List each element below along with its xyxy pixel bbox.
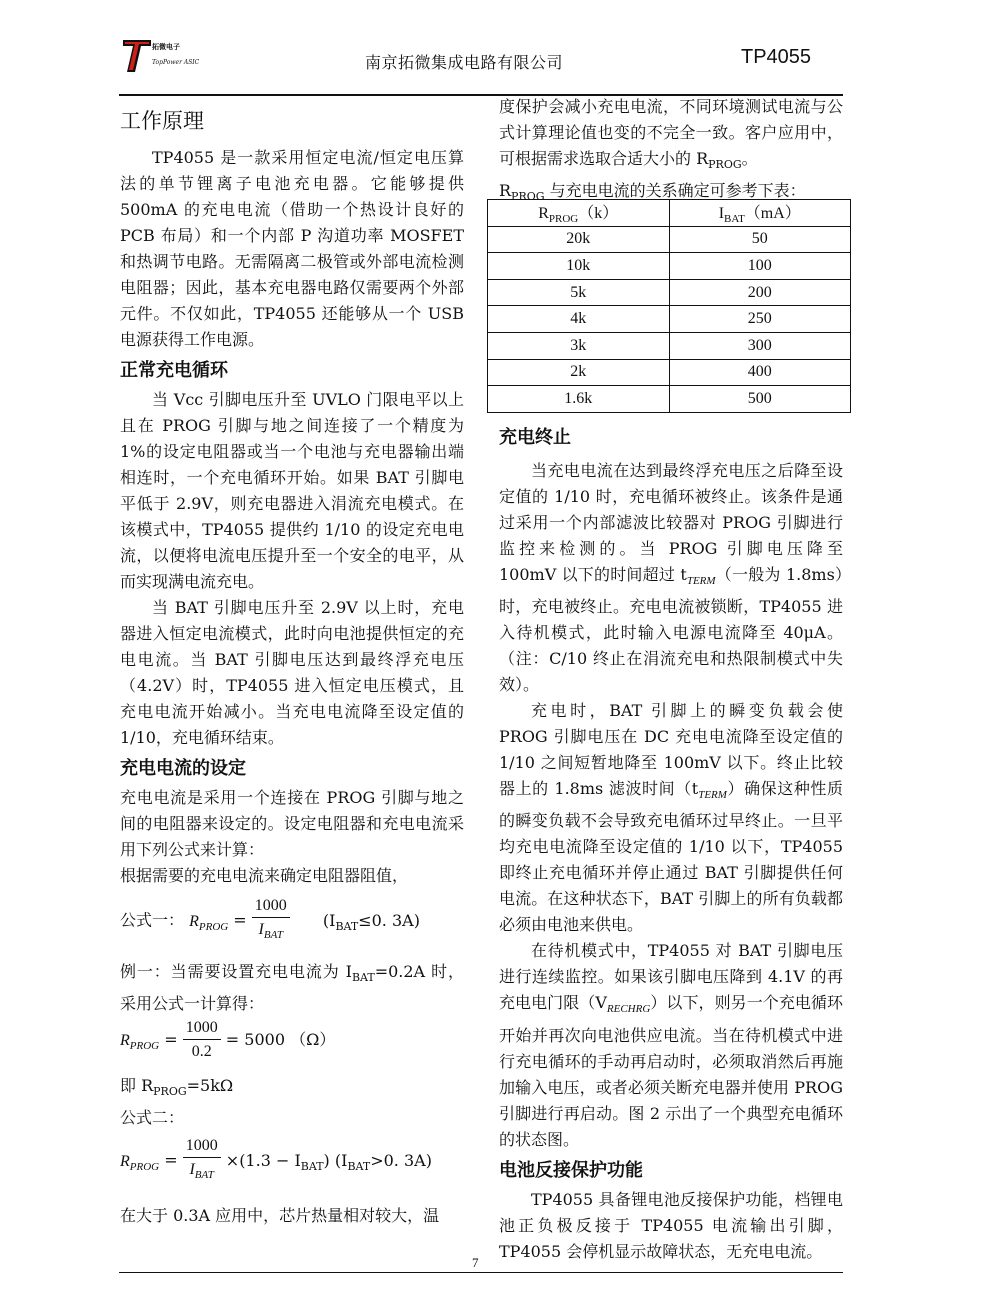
formula-one-lhs: $R_{PROG}$ <box>189 912 229 933</box>
formula-two-fraction: $\frac{1000}{I_{BAT}}$ <box>183 1135 221 1187</box>
table-header-rprog: $R_{PROG}(k)$ <box>488 200 670 227</box>
table-cell: 3k <box>488 332 670 359</box>
intro-paragraph: TP4055 是一款采用恒定电流/恒定电压算法的单节锂离子电池充电器。它能够提供 500mA 的充电电流（借助一个热设计良好的 PCB 布局）和一个内部 P 沟道功率 MOSFET 和热调节电路。无需隔离二极管或外部电流检测电阻器；因此，基本充电器电路仅需要两个外部元件。不仅如此，TP4055 还能够从一个 USB 电源获得工作电源。 <box>120 148 464 349</box>
table-row <box>488 359 851 386</box>
section-title: 工作原理 <box>120 109 204 133</box>
right-column <box>499 94 843 210</box>
table-row <box>488 253 851 280</box>
part-number: TP4055 <box>741 46 812 68</box>
resistor-note: 根据需要的充电电流来确定电阻器阻值， <box>120 866 409 885</box>
table-cell: 500 <box>669 386 851 413</box>
table-row <box>488 306 851 333</box>
table-intro: $R_{PROG}$ 与充电电流的关系确定可参考下表： <box>499 181 806 204</box>
table-cell: 10k <box>488 253 670 280</box>
continued-paragraph: 度保护会减小充电电流，不同环境测试电流与公式计算理论值也变的不完全一致。客户应用中，可根据需求选取合适大小的 $R_{PROG}$。 <box>499 97 843 172</box>
table-cell: 200 <box>669 279 851 306</box>
high-current-note: 在大于 0.3A 应用中，芯片热量相对较大，温 <box>120 1206 440 1226</box>
formula-one-label: 公式一： <box>120 910 185 930</box>
heading-normal-cycle: 正常充电循环 <box>120 360 228 381</box>
table-cell: 50 <box>669 226 851 253</box>
table-row <box>488 332 851 359</box>
heading-current-setting: 充电电流的设定 <box>120 758 246 779</box>
page-number: 7 <box>472 1255 479 1270</box>
formula-one: 公式一： $R_{PROG}$ = $\frac{1000}{I_{BAT}}$ ($I_{BAT}\le 0$. 3A) <box>120 895 464 955</box>
svg-text:拓微电子: 拓微电子 <box>152 43 180 51</box>
example-one: 例一：当需要设置充电电流为 $I_{BAT}=0.2A$ 时，采用公式一计算得： <box>120 962 464 1014</box>
table-cell: 1.6k <box>488 386 670 413</box>
heading-reverse-protection: 电池反接保护功能 <box>499 1159 643 1181</box>
standby-paragraph: 在待机模式中，TP4055 对 BAT 引脚电压进行连续监控。如果该引脚电压降到 4.1V 的再充电电门限$(V_{RECHRG})$以下，则另一个充电循环开始并再次向电池供应电流。当在待机模式中进行充电循环的手动再启动时，必须取消然后再施加输入电压，或者必须关断充电器并使用 PROG 引脚进行再启动。图 2 示出了一个典型充电循环的状态图。 <box>499 941 843 1149</box>
table-cell: 100 <box>669 253 851 280</box>
table-cell: 5k <box>488 279 670 306</box>
table-row <box>488 279 851 306</box>
normal-cycle-paragraph-2: 当 BAT 引脚电压升至 2.9V 以上时，充电器进入恒定电流模式，此时向电池提供恒定的充电电流。当 BAT 引脚电压达到最终浮充电压（4.2V）时，TP4055 进入恒定电压模式，且充电电流开始减小。当充电电流降至设定值的 1/10，充电循环结束。 <box>120 598 464 747</box>
termination-paragraph-1: 当充电电流在达到最终浮充电压之后降至设定值的 1/10 时，充电循环被终止。该条件是通过采用一个内部滤波比较器对 PROG 引脚进行监控来检测的。当 PROG 引脚电压降至 100mV 以下的时间超过 $t_{TERM}$（一般为 1.8ms）时，充电被终止。充电电流被锁断，TP4055 进入待机模式，此时输入电源电流降至 40μA。（注：C/10 终止在涓流充电和热限制模式中失效）。 <box>499 461 843 695</box>
formula-two-multiplier: $\times(1.3 - I_{BAT})$ <box>225 1150 330 1174</box>
formula-one-fraction: $\frac{1000}{I_{BAT}}$ <box>252 895 290 947</box>
formula-one-condition: ($I_{BAT}\le 0$. 3A) <box>322 910 420 933</box>
formula-two: $R_{PROG}$ = $\frac{1000}{I_{BAT}}$ $\times(1.3 - I_{BAT})$ ($I_{BAT}>0$. 3A) <box>120 1135 464 1197</box>
example-result: = 5000 （Ω） <box>225 1030 336 1050</box>
rprog-current-table <box>487 199 851 413</box>
right-column-lower <box>499 420 843 1265</box>
example-formula: $R_{PROG}$ = $\frac{1000}{0.2}$ = 5000 （Ω） <box>120 1017 464 1073</box>
table-cell: 4k <box>488 306 670 333</box>
formula-two-condition: ($I_{BAT}>0$. 3A) <box>334 1150 432 1174</box>
table-header-ibat: $I_{BAT}(mA)$ <box>669 200 851 227</box>
current-setting-paragraph: 充电电流是采用一个连接在 PROG 引脚与地之间的电阻器来设定的。设定电阻器和充电电流采用下列公式来计算： <box>120 788 464 859</box>
table-row <box>488 386 851 413</box>
table-cell: 300 <box>669 332 851 359</box>
table-cell: 2k <box>488 359 670 386</box>
company-name: 南京拓微集成电路有限公司 <box>365 53 564 72</box>
table-header-row <box>488 200 851 227</box>
company-logo <box>121 38 201 74</box>
example-fraction: $\frac{1000}{0.2}$ <box>183 1017 221 1064</box>
normal-cycle-paragraph-1: 当 Vcc 引脚电压升至 UVLO 门限电平以上且在 PROG 引脚与地之间连接了一个精度为 1%的设定电阻器或当一个电池与充电器输出端相连时，一个充电循环开始。如果 BAT 引脚电平低于 2.9V，则充电器进入涓流充电模式。在该模式中，TP4055 提供约 1/10 的设定充电电流，以便将电流电压提升至一个安全的电平，从而实现满电流充电。 <box>120 390 464 591</box>
termination-paragraph-2: 充电时，BAT 引脚上的瞬变负载会使 PROG 引脚电压在 DC 充电电流降至设定值的 1/10 之间短暂地降至 100mV 以下。终止比较器上的 1.8ms 滤波时间$(t_{TERM})$确保这种性质的瞬变负载不会导致充电循环过早终止。一旦平均充电电流降至设定值的 1/10 以下，TP4055 即终止充电循环并停止通过 BAT 引脚提供任何电流。在这种状态下，BAT 引脚上的所有负载都必须由电池来供电。 <box>499 701 843 935</box>
table-cell: 20k <box>488 226 670 253</box>
table-cell: 400 <box>669 359 851 386</box>
example-conclusion: 即 $R_{PROG}=5k\Omega$ <box>120 1076 234 1099</box>
left-column <box>120 105 464 1229</box>
table-row <box>488 226 851 253</box>
footer-rule <box>119 1272 843 1273</box>
table-cell: 250 <box>669 306 851 333</box>
reverse-protection-paragraph: TP4055 具备锂电池反接保护功能，档锂电池正负极反接于 TP4055 电流输出引脚，TP4055 会停机显示故障状态，无充电电流。 <box>499 1189 843 1261</box>
svg-text:TopPower ASIC: TopPower ASIC <box>152 59 200 66</box>
formula-two-label: 公式二： <box>120 1108 185 1128</box>
heading-termination: 充电终止 <box>499 427 571 448</box>
